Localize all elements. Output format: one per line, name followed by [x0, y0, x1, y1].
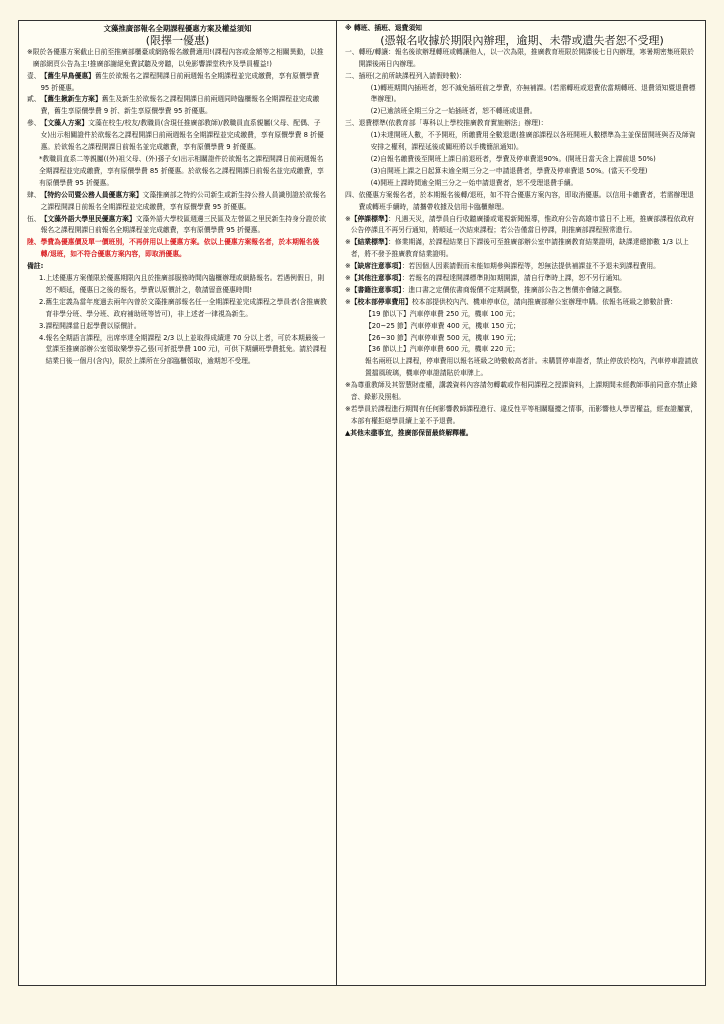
notice-mark: ※	[27, 47, 33, 56]
right-subtitle: (憑報名收據於期限內辦理，逾期、未帶或遺失者恕不受理)	[380, 33, 664, 47]
policy-note-head: 【缺席注意事項】	[350, 262, 402, 271]
note-mark: ※	[345, 274, 351, 283]
policy-section	[345, 47, 699, 71]
disturb-mark: ※	[345, 405, 351, 413]
offer-body: 文藻在校生/校友/教職員(含現任推廣部教師)/教職員直系親屬(父母、配偶、子女)出示相關證件於欲報名之課程開課日前兩週報名全期課程並完成繳費，享有原價學費 8 折優惠。於欲報名之課程開課日前報名並完成繳費，享有原價學費 9 折優惠。	[40, 119, 324, 152]
policy-note-text: ：若因個人因素請假而未能如期參與課程等，恕無法提供補課並不予退未到課程費用。	[401, 262, 660, 271]
policy-note	[345, 237, 699, 261]
note-number: 2.	[39, 297, 46, 306]
note-text: 報名全期語言課程，出席率達全期課程 2/3 以上並取得成績達 70 分以上者，可於本期最後一堂課至推廣部辦公室領取樂學券乙張(可折抵學費 100 元)，可供下期續班學費抵免。請於課程結業日後一個月(含內)，限於上課所在分部臨櫃領取，逾期恕不受理。	[45, 333, 327, 366]
offer-head: 【特約公司暨公務人員優惠方案】	[40, 190, 143, 199]
left-column	[19, 21, 337, 985]
parking-fee-row: 【26~30 節】汽車停車費 500 元，機車 190 元；	[365, 333, 520, 342]
red-item-text: 學費為優惠價及單一價班別，不再併用以上優惠方案。依以上優惠方案報名者，於本期報名後轉/退班，如不符合優惠方案內容，即取消優惠。	[40, 238, 320, 259]
notes-title: 備註:	[27, 262, 44, 271]
policy-note-head: 【書籍注意事項】	[350, 285, 402, 294]
policy-note-body	[351, 214, 699, 238]
note-mark: ※	[345, 238, 351, 247]
policy-note-text: ：若報名的課程達開課標準則如期開課，請自行準時上課，恕不另行通知。	[401, 274, 626, 283]
offer-text	[41, 71, 328, 95]
left-subtitle: (限擇一優惠)	[145, 33, 210, 47]
policy-note-body	[351, 285, 699, 297]
policy-note-head: 【其他注意事項】	[350, 274, 402, 283]
policy-note-body	[351, 273, 699, 285]
no-combine-rule	[27, 237, 328, 261]
section-sub-item: (1)轉班期間內插班者，恕不減免插班前之學費，亦無補課。(若需轉班或退費依當期轉班、退費須知暨退費標準辦理)。	[370, 83, 696, 104]
policy-note-body	[351, 297, 699, 309]
policy-note	[345, 214, 699, 238]
note-text: 課程開課當日起學費以原價計。	[45, 321, 141, 330]
left-notice	[27, 47, 328, 71]
section-body	[359, 71, 699, 119]
policy-note	[345, 261, 699, 273]
note-number: 3.	[39, 321, 46, 330]
offer-body: 文藻推廣部之特約公司新生或新生持公務人員識別證於欲報名之課程開課日前報名全期課程並完成繳費，享有原價學費 95 折優惠。	[40, 190, 327, 211]
offer-head: 【舊生早鳥優惠】	[40, 71, 95, 80]
offer-mark: 肆、	[27, 190, 41, 199]
policy-note-text: ：凡遇天災，請學員自行收聽廣播或電視新聞報導，惟政府公告高雄市當日不上班，推廣部課程依政府公告停課且不再另行通知，將順延一次結束課程；若公告僅當日停課，則推廣部課程照常進行。	[350, 214, 694, 235]
section-text: 轉班/轉讓：報名後欲辦理轉班或轉讓他人，以一次為限，推廣教育班限於開課後七日內辦理，寒暑期密集班限於開課後兩日內辦理。	[358, 47, 694, 68]
parking-tail: 報名兩班以上課程，停車費用以報名班級之時數較高者計。未購買停車證者，禁止停放於校內，汽車停車證請放置擋風玻璃，機車停車證請貼於車牌上。	[365, 357, 699, 378]
parking-fee-row: 【36 節以上】汽車停車費 600 元，機車 220 元；	[365, 345, 520, 354]
policy-note	[345, 273, 699, 285]
policy-note-text: 校本部提供校內汽、機車停車位，請向推廣部辦公室辦理申購。依報名班級之節數計費：	[411, 297, 677, 306]
copyright-mark: ※	[345, 381, 351, 390]
copyright-note	[345, 380, 699, 404]
note-mark: ※	[345, 262, 351, 271]
note-item	[27, 333, 328, 369]
section-body	[359, 47, 699, 71]
offer-text	[41, 190, 328, 214]
section-mark: 三、	[345, 119, 359, 128]
right-title: ※ 轉班、插班、退費須知	[345, 24, 422, 32]
policy-section	[345, 71, 699, 119]
offer-head: 【舊生揪新生方案】	[40, 95, 102, 104]
footer-note: ▲其他未盡事宜，推廣部保留最終解釋權。	[345, 428, 473, 437]
copyright-text: 為尊重教師及其智慧財產權，講義資料內容請勿轉載或作相同課程之授課資料，上課期間未經教師事前同意亦禁止錄音、錄影及照相。	[350, 381, 698, 402]
note-item	[27, 321, 328, 333]
offer-mark: 參、	[27, 119, 41, 128]
policy-note-head: 【停課標準】	[350, 214, 389, 223]
section-text: 依優惠方案報名者，於本期報名後轉/退班，如不符合優惠方案內容，即取消優惠。以信用卡繳費者，若需辦理退費或轉班手續時，請攜帶收據及信用卡臨櫃辦理。	[358, 190, 694, 211]
section-sub-item: (4)開班上課時間逾全期三分之一始申請退費者，恕不受理退費手續。	[370, 178, 578, 187]
harassment-note	[345, 404, 699, 428]
section-text: 退費標準(依教育部「專科以上學校推廣教育實施辦法」辦理)：	[358, 119, 548, 128]
section-sub-item: (3)自開班上課之日起算未逾全期三分之一申請退費者，學費及停車費退 50%。(當天不受理)	[370, 166, 648, 175]
section-mark: 二、	[345, 71, 359, 80]
section-sub-item: (2)自報名繳費後至開班上課日前退班者，學費及停車費退90%。(開班日當天含上課前退 50%)	[370, 154, 656, 163]
note-mark: ※	[345, 214, 351, 223]
offer-item	[27, 94, 328, 118]
section-mark: 一、	[345, 47, 359, 56]
offer-text	[41, 214, 328, 238]
note-mark: ※	[345, 297, 351, 306]
notice-text: 限於各優惠方案截止日前至推廣部櫃臺或網路報名繳費適用!(課程內容或金額等之相關異動，以推廣部網頁公告為主!推廣部謝絕免費試聽及旁聽，以免影響課堂秩序及學員權益!)	[32, 47, 324, 68]
policy-note	[345, 285, 699, 297]
policy-section	[345, 118, 699, 189]
policy-note-text: ：修業期滿，於課程結業日下課後可至推廣部辦公室申請推廣教育結業證明，缺課達總節數 1/3 以上者，將不發予推廣教育結業證明。	[350, 238, 689, 259]
parking-fee-row: 【19 節以下】汽車停車費 250 元，機車 100 元；	[365, 309, 520, 318]
offer-body: 舊生於欲報名之課程開課日前兩週報名全期課程並完成繳費，享有原價學費 95 折優惠。	[40, 71, 320, 92]
offer-body: 文藻外語大學校區週邊三民區及左營區之里民新生持身分證於欲報名之課程開課日前報名全期課程並完成繳費，享有原價學費 95 折優惠。	[40, 214, 327, 235]
offer-item	[27, 214, 328, 238]
policy-note-body	[351, 237, 699, 261]
note-mark: ※	[345, 285, 351, 294]
policy-note-text: ：進口書之定價依書商報價不定期調整，推廣部公告之售價亦會隨之調整。	[401, 285, 626, 294]
policy-note	[345, 297, 699, 309]
note-number: 4.	[39, 333, 46, 342]
offer-item	[27, 190, 328, 214]
note-item	[27, 297, 328, 321]
disturb-text: 若學員於課程進行期間有任何影響教師課程進行、違反性平等相關騷擾之情事，而影響他人學習權益，經查證屬實，本部有權拒絕學員續上並不予退費。	[350, 405, 698, 425]
offer-head: 【文藻外語大學里民優惠方案】	[40, 214, 136, 223]
note-text: 舊生定義為當年度過去兩年內曾於文藻推廣部報名任一全期課程並完成課程之學員者(含推廣教育非學分班、學分班、政府補助班等皆可)，非上述者一律視為新生。	[45, 297, 327, 318]
section-sub-item: (1)未達開班人數，不予開班，所繳費用全數退還(推廣部課程以各班開班人數標準為主並保留開班與否及師資安排之權利，課程延後或關班將以手機簡訊通知)。	[370, 131, 696, 152]
policy-note-head: 【校本部停車費用】	[350, 297, 412, 306]
left-title: 文藻推廣部報名全期課程優惠方案及權益須知	[103, 24, 252, 33]
right-column	[337, 21, 705, 985]
section-mark: 四、	[345, 190, 359, 199]
red-item-mark: 陸、	[27, 238, 41, 247]
offer-item	[27, 71, 328, 95]
offer-text	[41, 94, 328, 118]
section-body	[359, 190, 699, 214]
offer-head: 【文藻人方案】	[40, 119, 89, 128]
policy-note-body	[351, 261, 699, 273]
section-sub-item: (2)已逾該班全期三分之一始插班者，恕不轉班或退費。	[370, 107, 537, 116]
offer-item	[27, 118, 328, 154]
note-number: 1.	[39, 274, 46, 283]
offer-mark: 伍、	[27, 214, 41, 223]
document-frame	[18, 20, 706, 986]
policy-section	[345, 190, 699, 214]
policy-note-head: 【結業標準】	[350, 238, 389, 247]
note-item	[27, 273, 328, 297]
offer-mark: 壹、	[27, 71, 41, 80]
section-text: 插班(之前所缺課程列入請假時數)：	[358, 71, 466, 80]
offer-body: 舊生及新生於欲報名之課程開課日前兩週同時臨櫃報名全期課程並完成繳費，舊生享原價學費 9 折、新生享原價學費 95 折優惠。	[40, 95, 320, 116]
offer-text	[39, 154, 328, 190]
section-body	[359, 118, 699, 189]
offer-text	[41, 118, 328, 154]
note-text: 上述優惠方案僅限於優惠期限內且於推廣部服務時間內臨櫃辦理或網路報名。若遇例假日，則恕不順延，優惠日之後的報名，學費以原價計之，敬請留意優惠時間!	[45, 274, 325, 294]
offer-body: *教職員直系二等親屬((外)祖父母、(外)孫子女)出示相關證件於欲報名之課程開課日前兩週報名全期課程並完成繳費，享有原價學費 85 折優惠。於欲報名之課程開課日前報名並完成繳費，享有原價學費 95 折優惠。	[39, 154, 324, 187]
offer-mark: 貳、	[27, 95, 41, 104]
parking-fee-row: 【20~25 節】汽車停車費 400 元，機車 150 元；	[365, 321, 520, 330]
offer-item	[27, 154, 328, 190]
